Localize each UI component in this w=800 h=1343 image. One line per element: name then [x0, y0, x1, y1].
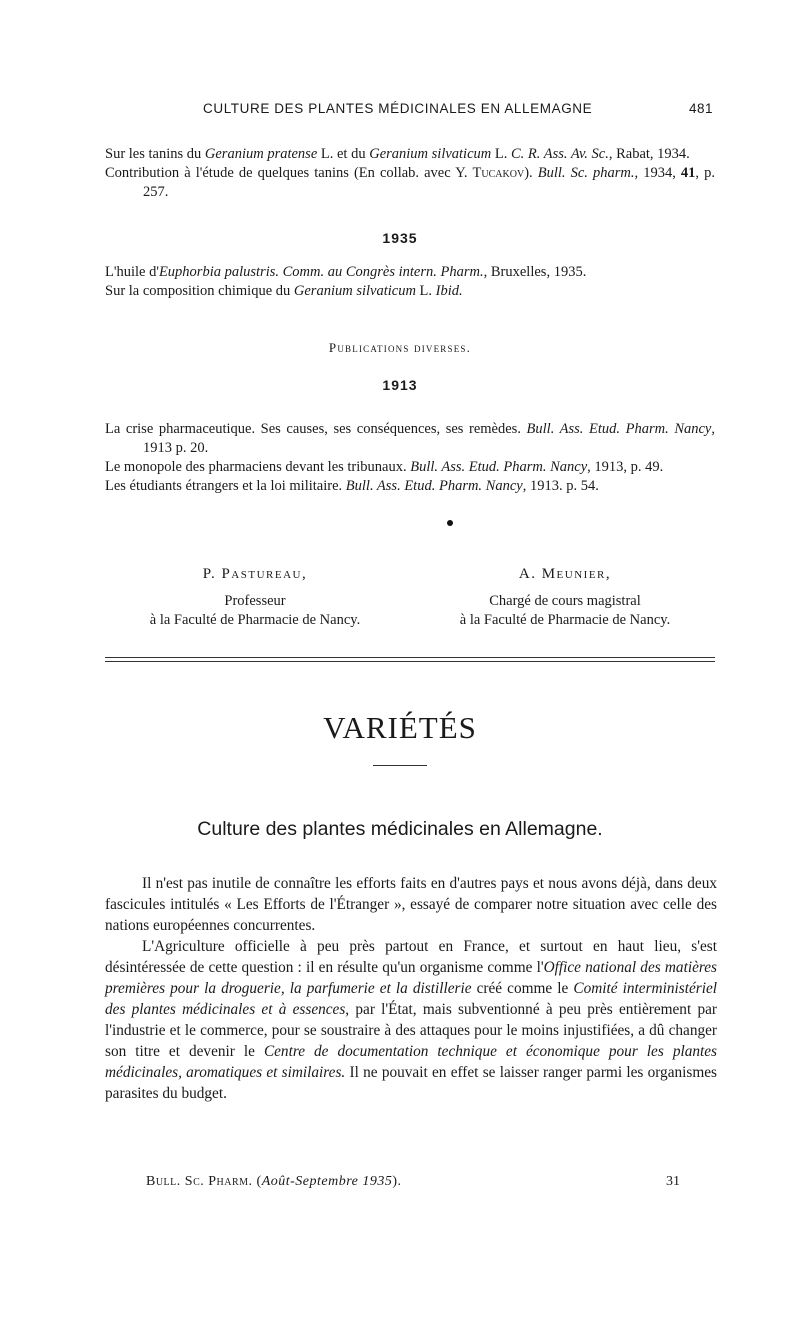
article-body	[105, 873, 717, 1104]
year-heading-1935: 1935	[382, 230, 418, 246]
year-heading-1913: 1913	[382, 377, 418, 393]
publications-heading: Publications diverses.	[328, 340, 472, 355]
bib-entry: La crise pharmaceutique. Ses causes, ses conséquences, ses remèdes. Bull. Ass. Etud. Pharm. Nancy, 1913 p. 20.	[105, 421, 715, 456]
bibliography-1934	[105, 145, 715, 202]
article-title: Culture des plantes médicinales en Allemagne.	[197, 818, 603, 840]
author-title: Professeur	[224, 593, 286, 609]
author-name: P. Pastureau,	[202, 566, 308, 582]
author-affiliation: à la Faculté de Pharmacie de Nancy.	[149, 612, 361, 628]
paragraph: L'Agriculture officielle à peu près partout en France, et surtout en haut lieu, s'est désintéressée de cette question : il en résulte qu'un organisme comme l'Office national des matières premières pour la droguerie, la parfumerie et la distillerie créé comme le Comité interministériel des plantes médicinales et à essences, par l'État, mais subventionné à peu près entièrement par l'industrie et le commerce, pour se soustraire à des attaques pour le moins injustifiées, a dû changer son titre et devenir le Centre de documentation technique et économique pour les plantes médicinales, aromatiques et similaires. Il ne pouvait en effet se laisser ranger parmi les organismes parasites du budget.	[105, 938, 718, 1102]
bib-entry: Le monopole des pharmaciens devant les tribunaux. Bull. Ass. Etud. Pharm. Nancy, 1913, p. 49.	[105, 459, 664, 475]
ink-dot	[447, 520, 453, 526]
author-title: Chargé de cours magistral	[489, 593, 641, 609]
signature-left	[105, 565, 405, 630]
bibliography-1935	[105, 263, 715, 301]
page-number: 481	[688, 101, 713, 116]
signature-right	[415, 565, 715, 630]
bib-entry: Sur la composition chimique du Geranium silvaticum L. Ibid.	[105, 283, 463, 299]
author-affiliation: à la Faculté de Pharmacie de Nancy.	[459, 612, 671, 628]
divider-rule-bottom	[105, 661, 715, 662]
journal-citation: Bull. Sc. Pharm. (Août-Septembre 1935).	[146, 1174, 402, 1189]
bib-entry: Les étudiants étrangers et la loi militaire. Bull. Ass. Etud. Pharm. Nancy, 1913. p. 54.	[105, 478, 599, 494]
bib-entry: L'huile d'Euphorbia palustris. Comm. au Congrès intern. Pharm., Bruxelles, 1935.	[105, 264, 587, 280]
running-title: CULTURE DES PLANTES MÉDICINALES EN ALLEMAGNE	[203, 101, 593, 116]
bibliography-1913	[105, 420, 715, 496]
bib-entry: Contribution à l'étude de quelques tanins (En collab. avec Y. Tucakov). Bull. Sc. pharm., 1934, 41, p. 257.	[105, 165, 716, 200]
divider-rule-top	[105, 657, 715, 658]
paragraph: Il n'est pas inutile de connaître les efforts faits en d'autres pays et nous avons déjà, dans deux fascicules intitulés « Les Efforts de l'Étranger », essayé de comparer notre situation avec celle des nations européennes concurrentes.	[105, 875, 717, 934]
bib-entry: Sur les tanins du Geranium pratense L. et du Geranium silvaticum L. C. R. Ass. Av. Sc., Rabat, 1934.	[105, 146, 690, 162]
section-title: VARIÉTÉS	[323, 710, 477, 745]
title-underline	[373, 765, 427, 766]
sheet-number: 31	[666, 1174, 680, 1189]
author-name: A. Meunier,	[518, 566, 612, 582]
